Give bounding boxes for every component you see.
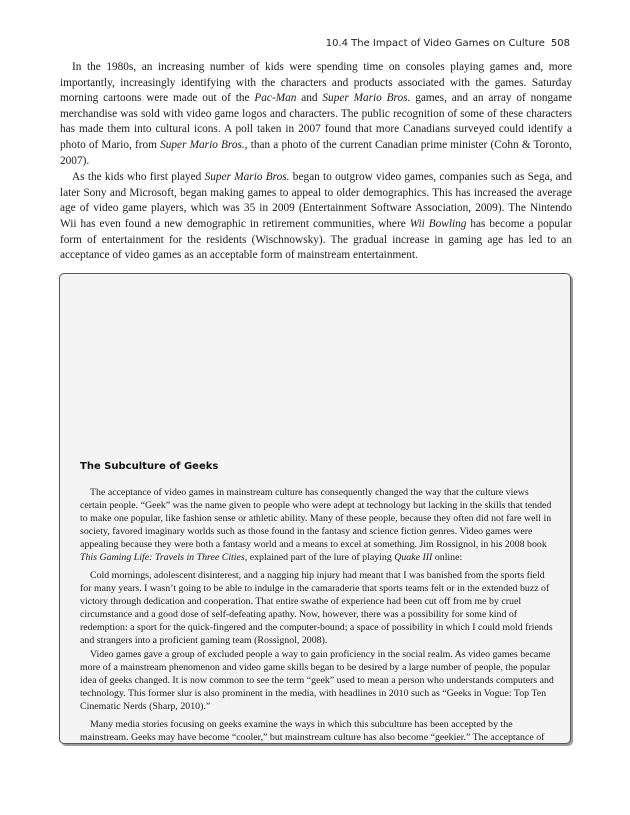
text-run: and xyxy=(296,92,323,105)
text-run: began to outgrow video games, companies such as Sega, and later Sony and Microsoft, began making games to appeal to older demographics. This has increased the average age of video game players, which was 35 in 2009 (Entertainment Software Association, 2009). The Nintendo Wii has even found a new demographic in retirement communities, where xyxy=(60,171,572,230)
italic-title: Pac-Man xyxy=(254,92,297,105)
text-run: games, and an array of nongame merchandise was sold with video game logos and characters. The public recognition of some of these characters has made them into cultural icons. A poll taken in 2007 found that more Canadians surveyed could identify a photo of Mario, from xyxy=(60,92,573,151)
box-content xyxy=(80,486,554,744)
text-run: , explained part of the lure of playing xyxy=(244,552,395,563)
body-paragraph xyxy=(60,170,572,264)
text-run: In the 1980s, an increasing number of kids were spending time on consoles playing games and, more importantly, increasingly identifying with the characters and products associated with the games. Saturday morning cartoons were made out of the xyxy=(60,61,572,105)
text-run: online: xyxy=(432,552,463,563)
box-paragraph xyxy=(80,718,554,744)
italic-title: Super Mario Bros. xyxy=(322,92,411,105)
box-paragraph xyxy=(80,486,554,564)
italic-title: This Gaming Life: Travels in Three Cities xyxy=(80,552,245,563)
box-paragraph xyxy=(80,648,554,713)
italic-title: Wii Bowling xyxy=(409,217,467,230)
block-quote xyxy=(80,569,554,647)
text-run: has become a popular form of entertainment for the residents (Wischnowsky). The gradual increase in gaming age has led to an acceptance of video games as an acceptable form of mainstream entertainment. xyxy=(60,217,572,262)
main-text xyxy=(60,60,572,264)
sidebar-box xyxy=(59,273,571,744)
page-number: 508 xyxy=(550,38,570,49)
text-run: Cold mornings, adolescent disinterest, and a nagging hip injury had meant that I was banished from the sports field for many years. I wasn’t going to be able to indulge in the camaraderie that sports teams felt or in the extended buzz of victory through dedication and cooperation. That entire swathe of experience had been cut off from me by cruel circumstance and a good dose of self-defeating apathy. Now, however, there was a possibility for some kind of redemption: a sport for the quick-fingered and the computer-bound; a space of possibility in which I could mold friends and strangers into a proficient gaming team (Rossignol, 2008). xyxy=(80,570,553,646)
text-run: As the kids who first played xyxy=(72,171,205,184)
text-run: The acceptance of video games in mainstream culture has consequently changed the way that the culture views certain people. “Geek” was the name given to people who were adept at technology but lacking in the skills that tended to make one popular, like fashion sense or athletic ability. Many of these people, because they often did not fare well in society, favored imaginary worlds such as those found in the fantasy and science fiction genres. Video games were appealing because they were both a fantasy world and a means to excel at something. Jim Rossignol, in his 2008 book xyxy=(80,487,552,550)
text-run: Video games gave a group of excluded people a way to gain proficiency in the social realm. As video games became more of a mainstream phenomenon and video game skills began to be desired by a large number of people, the popular idea of geeks changed. It is now common to see the term “geek” used to mean a person who understands computers and technology. This former slur is also prominent in the media, with headlines in 2010 such as “Geeks in Vogue: Top Ten Cinematic Nerds (Sharp, 2010).” xyxy=(80,649,554,712)
running-header xyxy=(326,38,570,49)
text-run: Many media stories focusing on geeks examine the ways in which this subculture has been accepted by the mainstream. Geeks may have become “cooler,” but mainstream culture has also become “geekier.” The acceptance of xyxy=(80,719,545,743)
italic-title: Quake III xyxy=(394,552,433,563)
text-run: , than a photo of the current Canadian prime minister (Cohn & Toronto, 2007). xyxy=(60,138,572,167)
body-paragraph xyxy=(60,60,572,169)
italic-title: Super Mario Bros. xyxy=(160,138,245,151)
italic-title: Super Mario Bros. xyxy=(204,171,290,184)
box-title: The Subculture of Geeks xyxy=(80,461,219,472)
section-title: 10.4 The Impact of Video Games on Culture xyxy=(325,38,545,49)
